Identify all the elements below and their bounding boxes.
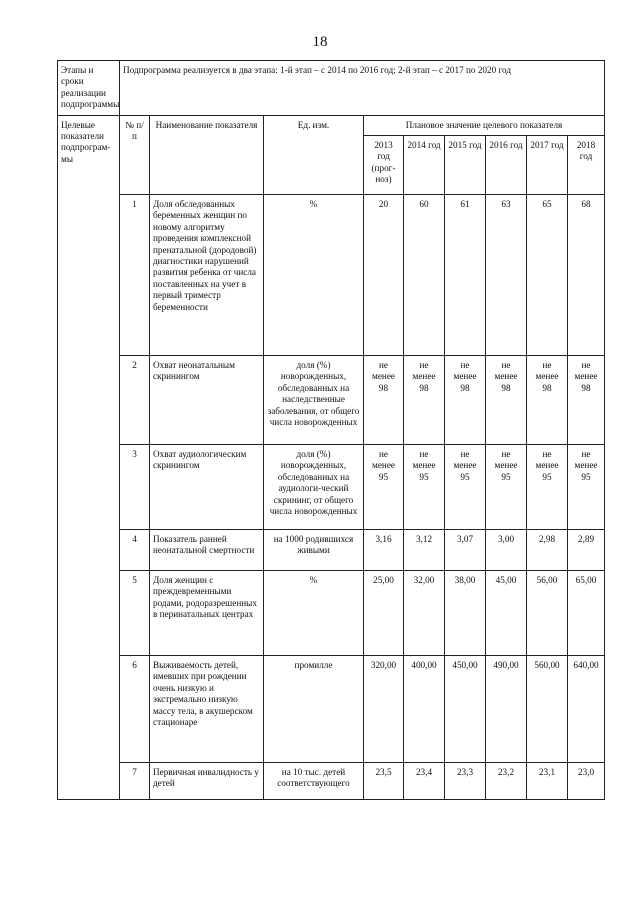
table-row bbox=[58, 445, 605, 530]
row-num: 5 bbox=[120, 571, 150, 656]
row-value: 38,00 bbox=[445, 571, 486, 656]
row-value: 65,00 bbox=[568, 571, 605, 656]
targets-header-row bbox=[58, 115, 605, 135]
row-value: не менее 95 bbox=[445, 445, 486, 530]
header-unit: Ед. изм. bbox=[264, 115, 364, 194]
row-value: 23,5 bbox=[364, 763, 404, 800]
row-num: 4 bbox=[120, 530, 150, 571]
table-row bbox=[58, 530, 605, 571]
row-value: не менее 95 bbox=[404, 445, 445, 530]
row-value: 640,00 bbox=[568, 656, 605, 763]
header-plan: Плановое значение целевого показателя bbox=[364, 115, 605, 135]
row-value: 25,00 bbox=[364, 571, 404, 656]
row-value: 23,3 bbox=[445, 763, 486, 800]
row-value: 23,1 bbox=[527, 763, 568, 800]
row-value: не менее 95 bbox=[364, 445, 404, 530]
row-name: Выживаемость детей, имевших при рождении очень низкую и экстремально низкую массу тела, в акушерском стационаре bbox=[150, 656, 264, 763]
row-value: 3,12 bbox=[404, 530, 445, 571]
row-unit: % bbox=[264, 195, 364, 356]
row-name: Охват неонатальным скринингом bbox=[150, 356, 264, 445]
row-value: 450,00 bbox=[445, 656, 486, 763]
row-unit: на 10 тыс. детей соответствующего bbox=[264, 763, 364, 800]
row-value: 68 bbox=[568, 195, 605, 356]
row-value: 400,00 bbox=[404, 656, 445, 763]
row-value: 23,2 bbox=[486, 763, 527, 800]
row-value: 61 bbox=[445, 195, 486, 356]
row-value: не менее 98 bbox=[404, 356, 445, 445]
subprogram-table bbox=[57, 60, 605, 800]
row-value: 23,0 bbox=[568, 763, 605, 800]
year-2017: 2017 год bbox=[527, 136, 568, 195]
year-2016: 2016 год bbox=[486, 136, 527, 195]
stages-text: Подпрограмма реализуется в два этапа: 1-й этап – с 2014 по 2016 год; 2-й этап – с 2017 по 2020 год bbox=[120, 61, 605, 116]
row-unit: доля (%) новорожденных, обследованных на наследственные заболевания, от общего числа новорожденных bbox=[264, 356, 364, 445]
year-2013: 2013 год (прог-ноз) bbox=[364, 136, 404, 195]
stages-label: Этапы и сроки реализации подпрограммы bbox=[58, 61, 120, 116]
table-row bbox=[58, 571, 605, 656]
row-num: 3 bbox=[120, 445, 150, 530]
page-number: 18 bbox=[312, 34, 328, 50]
year-2015: 2015 год bbox=[445, 136, 486, 195]
row-value: не менее 98 bbox=[568, 356, 605, 445]
row-num: 7 bbox=[120, 763, 150, 800]
row-unit: % bbox=[264, 571, 364, 656]
row-value: 65 bbox=[527, 195, 568, 356]
row-num: 2 bbox=[120, 356, 150, 445]
row-value: 2,98 bbox=[527, 530, 568, 571]
row-name: Первичная инвалидность у детей bbox=[150, 763, 264, 800]
row-value: 56,00 bbox=[527, 571, 568, 656]
row-value: не менее 95 bbox=[568, 445, 605, 530]
table-row bbox=[58, 356, 605, 445]
row-value: 23,4 bbox=[404, 763, 445, 800]
row-value: 3,00 bbox=[486, 530, 527, 571]
row-value: не менее 98 bbox=[364, 356, 404, 445]
row-value: 3,07 bbox=[445, 530, 486, 571]
row-value: не менее 95 bbox=[527, 445, 568, 530]
row-value: 320,00 bbox=[364, 656, 404, 763]
row-value: 32,00 bbox=[404, 571, 445, 656]
header-num: № п/п bbox=[120, 115, 150, 194]
row-unit: на 1000 родившихся живыми bbox=[264, 530, 364, 571]
row-unit: промилле bbox=[264, 656, 364, 763]
row-name: Доля обследованных беременных женщин по новому алгоритму проведения комплексной пренатальной (дородовой) диагностики нарушений развития ребенка от числа поставленных на учет в первый триместр беременности bbox=[150, 195, 264, 356]
row-name: Показатель ранней неонатальной смертности bbox=[150, 530, 264, 571]
row-num: 6 bbox=[120, 656, 150, 763]
row-value: не менее 98 bbox=[527, 356, 568, 445]
table-row bbox=[58, 195, 605, 356]
row-name: Охват аудиологическим скринингом bbox=[150, 445, 264, 530]
row-value: не менее 98 bbox=[445, 356, 486, 445]
row-value: 60 bbox=[404, 195, 445, 356]
row-name: Доля женщин с преждевременными родами, родоразрешенных в перинатальных центрах bbox=[150, 571, 264, 656]
table-row bbox=[58, 763, 605, 800]
stages-row bbox=[58, 61, 605, 116]
row-value: не менее 95 bbox=[486, 445, 527, 530]
year-2014: 2014 год bbox=[404, 136, 445, 195]
row-value: 45,00 bbox=[486, 571, 527, 656]
header-name: Наименование показателя bbox=[150, 115, 264, 194]
row-unit: доля (%) новорожденных, обследованных на аудиологи-ческий скрининг, от общего числа новорожденных bbox=[264, 445, 364, 530]
targets-label: Целевые показатели подпрограм-мы bbox=[58, 115, 120, 799]
row-value: 63 bbox=[486, 195, 527, 356]
row-value: не менее 98 bbox=[486, 356, 527, 445]
row-value: 20 bbox=[364, 195, 404, 356]
table-row bbox=[58, 656, 605, 763]
row-value: 3,16 bbox=[364, 530, 404, 571]
row-value: 490,00 bbox=[486, 656, 527, 763]
year-2018: 2018 год bbox=[568, 136, 605, 195]
row-value: 560,00 bbox=[527, 656, 568, 763]
row-num: 1 bbox=[120, 195, 150, 356]
row-value: 2,89 bbox=[568, 530, 605, 571]
